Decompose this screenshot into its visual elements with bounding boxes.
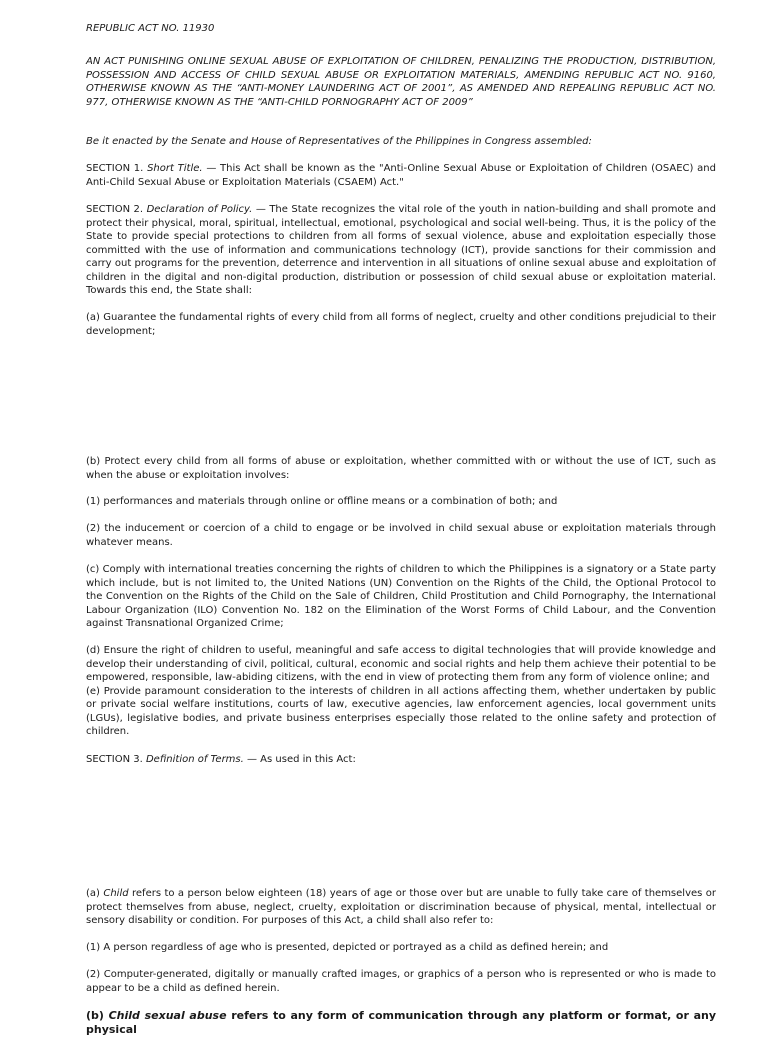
section-2-items-d-e bbox=[86, 644, 716, 739]
section-1-heading: Short Title. bbox=[147, 163, 203, 174]
section-2-item-b: (b) Protect every child from all forms of abuse or exploitation, whether committed with or without the use of ICT, such as when the abuse or exploitation involves: bbox=[86, 456, 716, 481]
section-3-heading: Definition of Terms. bbox=[145, 754, 244, 765]
section-3-item-a-prefix: (a) bbox=[86, 888, 104, 899]
section-3 bbox=[86, 753, 716, 767]
section-3-item-b-prefix: (b) bbox=[86, 1009, 109, 1022]
section-1 bbox=[86, 162, 716, 189]
section-3-item-a1: (1) A person regardless of age who is presented, depicted or portrayed as a child as defined herein; and bbox=[86, 942, 609, 953]
section-3-item-a bbox=[86, 887, 716, 928]
section-1-label: SECTION 1. bbox=[86, 163, 148, 174]
section-2-item-e: (e) Provide paramount consideration to the interests of children in all actions affecting them, whether undertaken by public or private social welfare institutions, courts of law, executive agencies, law enforcement agencies, local government units (LGUs), legislative bodies, and private business enterprises especially those related to the online safety and protection of children. bbox=[86, 685, 716, 737]
section-3-item-a-body: refers to a person below eighteen (18) years of age or those over but are unable to fully take care of themselves or protect themselves from abuse, neglect, cruelty, exploitation or discrimination because of physical, mental, intellectual or sensory disability or condition. For purposes of this Act, a child shall also refer to: bbox=[86, 888, 716, 926]
section-1-body: — This Act shall be known as the "Anti-Online Sexual Abuse or Exploitation of Children (OSAEC) and Anti-Child Sexual Abuse or Exploitation Materials (CSAEM) Act." bbox=[86, 163, 716, 188]
section-2-label: SECTION 2. bbox=[86, 204, 147, 215]
section-2-item-b1: (1) performances and materials through online or offline means or a combination of both; and bbox=[86, 496, 558, 507]
act-title: AN ACT PUNISHING ONLINE SEXUAL ABUSE OF EXPLOITATION OF CHILDREN, PENALIZING THE PRODUCTION, DISTRIBUTION, POSSESSION AND ACCESS OF CHILD SEXUAL ABUSE OR EXPLOITATION MATERIALS, AMENDING REPUBLIC ACT NO. 9160, OTHERWISE KNOWN AS THE “ANTI-MONEY LAUNDERING ACT OF 2001”, AS AMENDED AND REPEALING REPUBLIC ACT NO. 977, OTHERWISE KNOWN AS THE “ANTI-CHILD PORNOGRAPHY ACT OF 2009” bbox=[86, 56, 716, 108]
section-2-item-a: (a) Guarantee the fundamental rights of every child from all forms of neglect, cruelty and other conditions prejudicial to their development; bbox=[86, 312, 716, 337]
section-3-item-a2: (2) Computer-generated, digitally or manually crafted images, or graphics of a person who is represented or who is made to appear to be a child as defined herein. bbox=[86, 969, 716, 994]
section-3-item-b-body: refers to any form of communication through any platform or format, or any physical bbox=[86, 1009, 716, 1036]
section-3-item-a-term: Child bbox=[103, 888, 129, 899]
section-2 bbox=[86, 203, 716, 298]
section-2-body: — The State recognizes the vital role of the youth in nation-building and shall promote and protect their physical, moral, spiritual, intellectual, emotional, psychological and social well-being. Thus, it is the policy of the State to provide special protections to children from all forms of sexual violence, abuse and exploitation especially those committed with the use of information and communications technology (ICT), provide sanctions for their commission and carry out programs for the prevention, deterrence and intervention in all situations of online sexual abuse and exploitation of children in the digital and non-digital production, distribution or possession of child sexual abuse or exploitation material. Towards this end, the State shall: bbox=[86, 204, 716, 296]
section-2-item-d: (d) Ensure the right of children to useful, meaningful and safe access to digital technologies that will provide knowledge and develop their understanding of civil, political, cultural, economic and social rights and help them achieve their potential to be empowered, responsible, law-abiding citizens, with the end in view of protecting them from any form of violence online; and bbox=[86, 645, 716, 683]
section-3-label: SECTION 3. bbox=[86, 754, 146, 765]
section-3-item-b bbox=[86, 1009, 716, 1037]
act-number: REPUBLIC ACT NO. 11930 bbox=[86, 23, 215, 34]
section-3-item-b-term: Child sexual abuse bbox=[108, 1009, 227, 1022]
section-2-heading: Declaration of Policy. bbox=[146, 204, 253, 215]
section-2-item-b2: (2) the inducement or coercion of a child to engage or be involved in child sexual abuse or exploitation materials through whatever means. bbox=[86, 523, 716, 548]
section-3-body: — As used in this Act: bbox=[243, 754, 356, 765]
enacting-clause: Be it enacted by the Senate and House of Representatives of the Philippines in Congress assembled: bbox=[86, 136, 592, 147]
section-2-item-c: (c) Comply with international treaties concerning the rights of children to which the Philippines is a signatory or a State party which include, but is not limited to, the United Nations (UN) Convention on the Rights of the Child, the Optional Protocol to the Convention on the Rights of the Child on the Sale of Children, Child Prostitution and Child Pornography, the International Labour Organization (ILO) Convention No. 182 on the Elimination of the Worst Forms of Child Labour, and the Convention against Transnational Organized Crime; bbox=[86, 564, 716, 629]
